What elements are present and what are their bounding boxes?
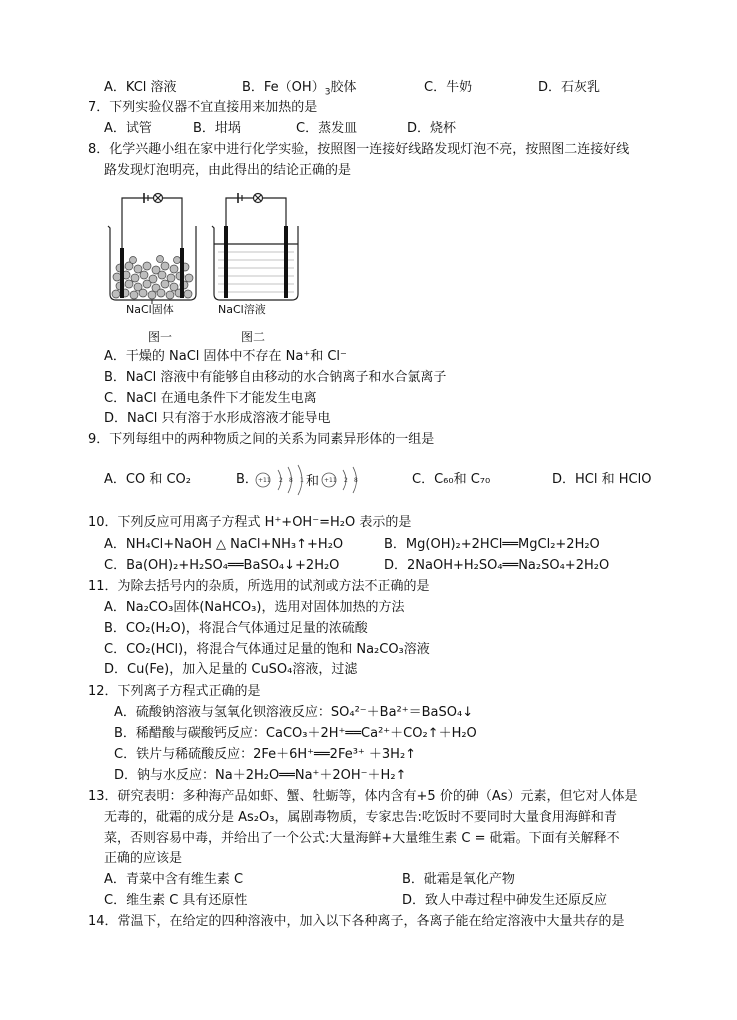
q9-option-b-and: 和 <box>306 474 320 489</box>
q8-stem-line1: 8．化学兴趣小组在家中进行化学实验，按照图一连接好线路发现灯泡不亮，按照图二连接好线 <box>88 142 630 157</box>
q11-option-c: C．CO₂(HCl)，将混合气体通过足量的饱和 Na₂CO₃溶液 <box>104 642 430 657</box>
q6-option-b-tail: 胶体 <box>330 80 357 95</box>
q12-stem: 12．下列离子方程式正确的是 <box>88 684 261 699</box>
q7-option-b: B．坩埚 <box>193 121 241 136</box>
atom2-shell-2: 8 <box>354 477 358 484</box>
q6-option-b-text: B．Fe（OH） <box>242 80 325 95</box>
q11-stem: 11．为除去括号内的杂质，所选用的试剂或方法不正确的是 <box>88 579 430 594</box>
fig1-label: NaCl固体 <box>126 303 174 316</box>
q8-circuit-figure <box>100 186 320 346</box>
q9-option-a: A．CO 和 CO₂ <box>104 472 191 487</box>
q11-option-a: A．Na₂CO₃固体(NaHCO₃)，选用对固体加热的方法 <box>104 600 405 615</box>
electrodes-2 <box>224 226 288 298</box>
q9-option-c: C．C₆₀和 C₇₀ <box>412 472 491 487</box>
q6-option-d: D．石灰乳 <box>538 80 601 95</box>
q13-stem-line3: 菜，否则容易中毒，并给出了一个公式:大量海鲜+大量维生素 C = 砒霜。下面有关解释不 <box>104 831 620 846</box>
atom1-nucleus: +11 <box>258 477 271 484</box>
q12-option-d: D．钠与水反应：Na＋2H₂O══Na⁺＋2OH⁻＋H₂↑ <box>114 768 407 783</box>
q13-option-a: A．青菜中含有维生素 C <box>104 872 244 887</box>
atom1-shell-2: 8 <box>289 477 293 484</box>
q13-option-c: C．维生素 C 具有还原性 <box>104 893 248 908</box>
fig2-label: NaCl溶液 <box>218 303 266 316</box>
fig2-caption: 图二 <box>241 330 266 344</box>
atom2-nucleus: +11 <box>324 477 337 484</box>
q13-stem-line2: 无毒的，砒霜的成分是 As₂O₃，属剧毒物质，专家忠告:吃饭时不要同时大量食用海鲜和青 <box>104 810 617 825</box>
q8-stem-line2: 路发现灯泡明亮，由此得出的结论正确的是 <box>104 163 352 178</box>
q9-stem: 9．下列每组中的两种物质之间的关系为同素异形体的一组是 <box>88 432 435 447</box>
q13-stem-line1: 13．研究表明：多种海产品如虾、蟹、牡蛎等，体内含有+5 价的砷（As）元素，但它对人体是 <box>88 789 638 804</box>
q12-option-c: C．铁片与稀硫酸反应：2Fe＋6H⁺══2Fe³⁺ ＋3H₂↑ <box>114 747 417 762</box>
fig1-caption: 图一 <box>148 330 173 344</box>
q10-option-c: C．Ba(OH)₂+H₂SO₄══BaSO₄↓+2H₂O <box>104 558 340 573</box>
q9-atom-diagrams <box>254 462 372 498</box>
q12-option-b: B．稀醋酸与碳酸钙反应：CaCO₃＋2H⁺══Ca²⁺＋CO₂↑＋H₂O <box>114 726 477 741</box>
q9-option-d: D．HCl 和 HClO <box>552 472 652 487</box>
q11-option-b: B．CO₂(H₂O)，将混合气体通过足量的浓硫酸 <box>104 621 368 636</box>
q13-stem-line4: 正确的应该是 <box>104 851 183 866</box>
q11-option-d: D．Cu(Fe)，加入足量的 CuSO₄溶液，过滤 <box>104 662 358 677</box>
q8-option-a: A．干燥的 NaCl 固体中不存在 Na⁺和 Cl⁻ <box>104 349 347 364</box>
q13-option-d: D．致人中毒过程中砷发生还原反应 <box>402 893 608 908</box>
q12-option-a: A．硫酸钠溶液与氢氧化钡溶液反应：SO₄²⁻＋Ba²⁺＝BaSO₄↓ <box>114 705 474 720</box>
q7-option-c: C．蒸发皿 <box>296 121 358 136</box>
q13-option-b: B．砒霜是氧化产物 <box>402 872 515 887</box>
q10-stem: 10．下列反应可用离子方程式 H⁺+OH⁻=H₂O 表示的是 <box>88 515 412 530</box>
q7-option-a: A．试管 <box>104 121 152 136</box>
q6-option-c: C．牛奶 <box>424 80 473 95</box>
atom1-shell-3: 1 <box>300 477 304 484</box>
atom1-shell-1: 2 <box>279 477 283 484</box>
q14-stem: 14．常温下，在给定的四种溶液中，加入以下各种离子，各离子能在给定溶液中大量共存的是 <box>88 914 625 929</box>
q6-option-a: A．KCl 溶液 <box>104 80 177 95</box>
q10-option-a: A．NH₄Cl+NaOH △ NaCl+NH₃↑+H₂O <box>104 537 344 552</box>
q10-option-d: D．2NaOH+H₂SO₄══Na₂SO₄+2H₂O <box>384 558 610 573</box>
q7-option-d: D．烧杯 <box>407 121 457 136</box>
q8-option-c: C．NaCl 在通电条件下才能发生电离 <box>104 391 317 406</box>
q6-option-b <box>242 79 356 97</box>
q8-option-d: D．NaCl 只有溶于水形成溶液才能导电 <box>104 411 331 426</box>
q7-stem: 7．下列实验仪器不宜直接用来加热的是 <box>88 100 318 115</box>
solution-hatching <box>218 252 294 292</box>
q9-option-b-prefix: B． <box>236 472 258 487</box>
q6-option-b-subscript: 3 <box>324 87 331 98</box>
q8-option-b: B．NaCl 溶液中有能够自由移动的水合钠离子和水合氯离子 <box>104 370 447 385</box>
atom2-shell-1: 2 <box>344 477 348 484</box>
q10-option-b: B．Mg(OH)₂+2HCl══MgCl₂+2H₂O <box>384 537 600 552</box>
